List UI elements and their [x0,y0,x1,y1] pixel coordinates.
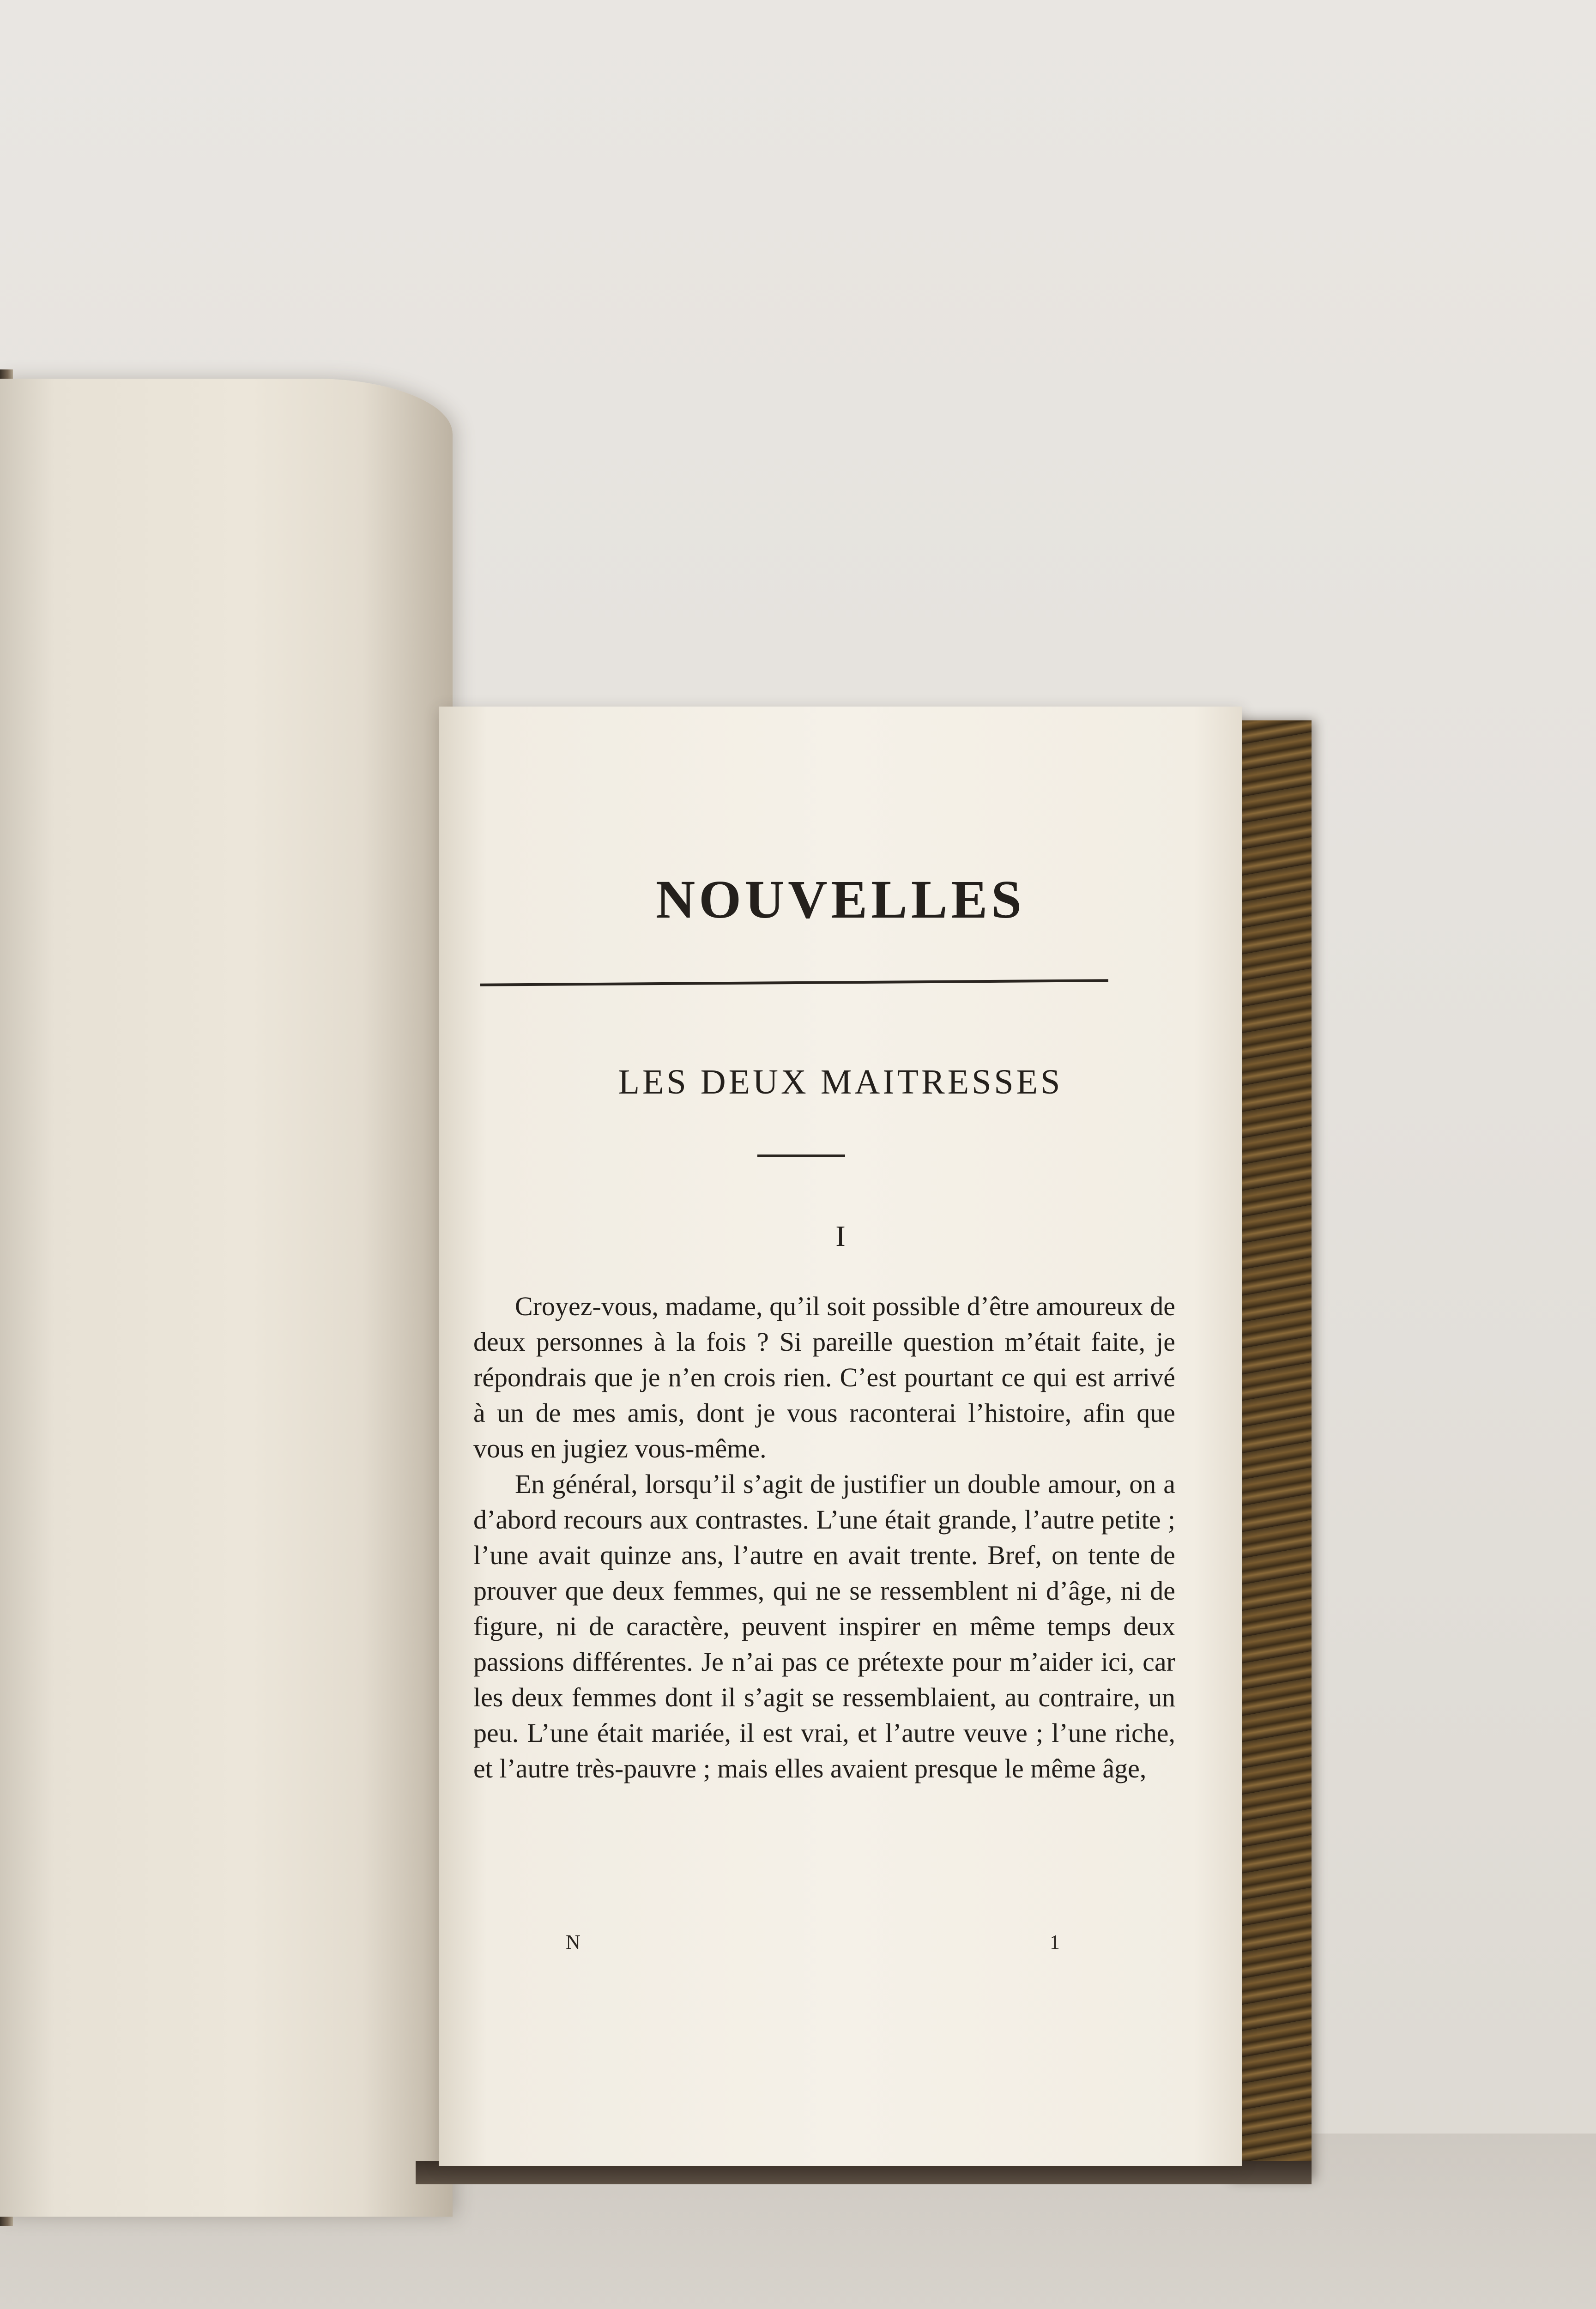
page-number: 1 [1050,1931,1060,1953]
paragraph-2: En général, lorsqu’il s’agit de justifier un double amour, on a d’abord recours aux contrastes. L’une était grande, l’autre petite ; l’une avait quinze ans, l’autre en avait trente. Bref, on tente de prouver que deux femmes, qui ne se ressemblent ni d’âge, ni de figure, ni de caractère, peuvent inspirer en même temps deux passions différentes. Je n’ai pas ce prétexte pour m’aider ici, car les deux femmes dont il s’agit se ressemblaient, au contraire, un peu. L’une était mariée, il est vrai, et l’autre veuve ; l’une riche, et l’autre très-pauvre ; mais elles avaient presque le même âge, [473,1469,1175,1783]
left-page-blank [0,379,453,2217]
chapter-number: I [835,1220,846,1252]
story-rule [757,1154,845,1157]
story-title: LES DEUX MAITRESSES [618,1063,1063,1101]
body-text [473,1288,1175,1786]
signature-mark: N [566,1931,580,1953]
paragraph-1: Croyez-vous, madame, qu’il soit possible d’être amoureux de deux personnes à la fois ? Si pareille question m’était faite, je répondrais que je n’en crois rien. C’est pourtant ce qui est arrivé à un de mes amis, dont je vous raconterai l’histoire, afin que vous en jugiez vous-même. [473,1291,1175,1463]
section-title: NOUVELLES [656,869,1025,930]
